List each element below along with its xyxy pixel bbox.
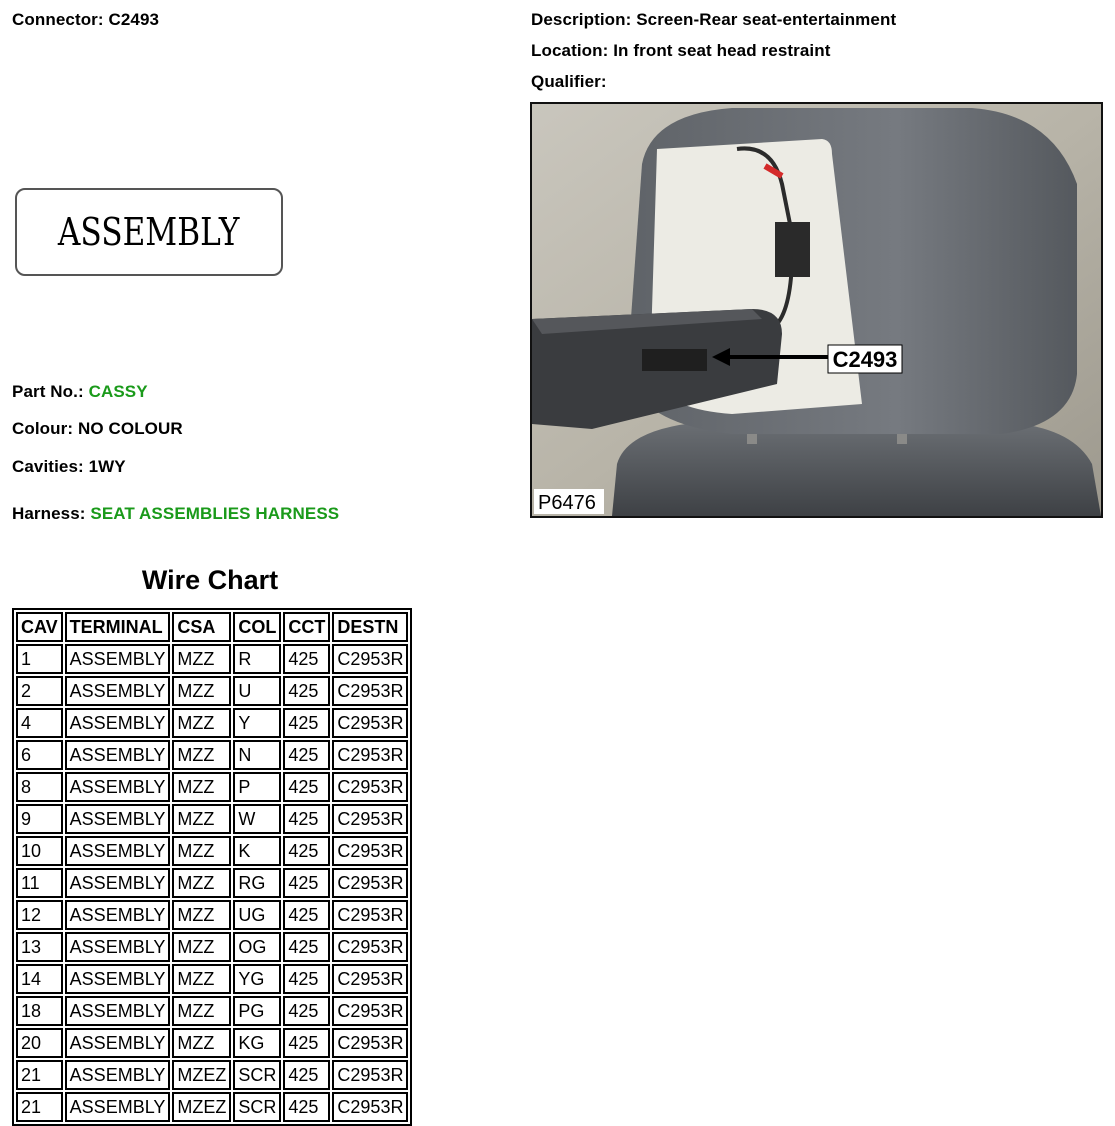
table-row [16, 708, 408, 738]
cell-cav: 20 [16, 1028, 63, 1058]
cell-cav: 21 [16, 1092, 63, 1122]
column-header-terminal: TERMINAL [65, 612, 171, 642]
location-line [531, 41, 830, 61]
cell-csa: MZZ [172, 1028, 231, 1058]
qualifier-label: Qualifier: [531, 72, 607, 91]
cell-terminal: ASSEMBLY [65, 772, 171, 802]
qualifier-line [531, 72, 607, 92]
table-row [16, 740, 408, 770]
cell-cav: 9 [16, 804, 63, 834]
headrest-illustration [532, 104, 1101, 516]
cell-terminal: ASSEMBLY [65, 932, 171, 962]
cavities-value: 1WY [88, 457, 126, 476]
harness-line [12, 504, 339, 524]
cell-terminal: ASSEMBLY [65, 644, 171, 674]
cell-cav: 1 [16, 644, 63, 674]
connector-label: Connector: [12, 10, 104, 29]
cell-cav: 18 [16, 996, 63, 1026]
cell-csa: MZZ [172, 708, 231, 738]
cell-col: P [233, 772, 281, 802]
cell-destn: C2953R [332, 708, 408, 738]
cell-terminal: ASSEMBLY [65, 1092, 171, 1122]
table-row [16, 772, 408, 802]
cell-destn: C2953R [332, 740, 408, 770]
cell-destn: C2953R [332, 932, 408, 962]
cell-destn: C2953R [332, 1028, 408, 1058]
cell-col: W [233, 804, 281, 834]
cell-destn: C2953R [332, 676, 408, 706]
location-photo [530, 102, 1103, 518]
connector-value: C2493 [108, 10, 160, 29]
cell-col: N [233, 740, 281, 770]
table-row [16, 644, 408, 674]
cell-terminal: ASSEMBLY [65, 868, 171, 898]
column-header-destn: DESTN [332, 612, 408, 642]
cell-col: U [233, 676, 281, 706]
cell-csa: MZZ [172, 932, 231, 962]
cell-cct: 425 [283, 1060, 330, 1090]
cell-terminal: ASSEMBLY [65, 1028, 171, 1058]
cell-cav: 13 [16, 932, 63, 962]
cell-col: OG [233, 932, 281, 962]
cell-terminal: ASSEMBLY [65, 740, 171, 770]
cell-cav: 8 [16, 772, 63, 802]
description-label: Description: [531, 10, 632, 29]
cell-terminal: ASSEMBLY [65, 836, 171, 866]
cell-cct: 425 [283, 1028, 330, 1058]
cell-cct: 425 [283, 676, 330, 706]
cell-csa: MZZ [172, 804, 231, 834]
table-row [16, 868, 408, 898]
cell-cav: 12 [16, 900, 63, 930]
cell-col: PG [233, 996, 281, 1026]
cell-csa: MZZ [172, 676, 231, 706]
cell-cct: 425 [283, 708, 330, 738]
cell-terminal: ASSEMBLY [65, 1060, 171, 1090]
table-row [16, 964, 408, 994]
photo-callout-label: C2493 [832, 347, 898, 372]
colour-line [12, 419, 183, 439]
cell-cct: 425 [283, 836, 330, 866]
wire-chart-header-row [16, 612, 408, 642]
table-row [16, 900, 408, 930]
cavities-label: Cavities: [12, 457, 84, 476]
cell-destn: C2953R [332, 964, 408, 994]
cell-cct: 425 [283, 900, 330, 930]
cell-col: SCR [233, 1092, 281, 1122]
cell-cct: 425 [283, 868, 330, 898]
cell-cct: 425 [283, 964, 330, 994]
cell-col: Y [233, 708, 281, 738]
connector-line [12, 10, 159, 30]
cell-terminal: ASSEMBLY [65, 996, 171, 1026]
cell-destn: C2953R [332, 772, 408, 802]
cell-col: RG [233, 868, 281, 898]
wire-chart-body [16, 644, 408, 1122]
cell-cct: 425 [283, 804, 330, 834]
cell-col: SCR [233, 1060, 281, 1090]
table-row [16, 996, 408, 1026]
cell-destn: C2953R [332, 1092, 408, 1122]
cell-csa: MZZ [172, 740, 231, 770]
cell-destn: C2953R [332, 996, 408, 1026]
cell-cav: 21 [16, 1060, 63, 1090]
cell-cct: 425 [283, 772, 330, 802]
colour-label: Colour: [12, 419, 74, 438]
cell-csa: MZZ [172, 996, 231, 1026]
cell-cav: 2 [16, 676, 63, 706]
cell-cav: 10 [16, 836, 63, 866]
cell-csa: MZZ [172, 836, 231, 866]
connector-face-image [15, 188, 283, 276]
part-number-label: Part No.: [12, 382, 84, 401]
column-header-cct: CCT [283, 612, 330, 642]
cell-csa: MZEZ [172, 1060, 231, 1090]
table-row [16, 804, 408, 834]
column-header-cav: CAV [16, 612, 63, 642]
table-row [16, 1092, 408, 1122]
description-value: Screen-Rear seat-entertainment [636, 10, 897, 29]
description-line [531, 10, 896, 30]
cell-terminal: ASSEMBLY [65, 708, 171, 738]
cell-destn: C2953R [332, 644, 408, 674]
cell-csa: MZEZ [172, 1092, 231, 1122]
location-label: Location: [531, 41, 609, 60]
cell-cav: 4 [16, 708, 63, 738]
cell-terminal: ASSEMBLY [65, 676, 171, 706]
part-number-line [12, 382, 148, 402]
colour-value: NO COLOUR [77, 419, 183, 438]
cell-destn: C2953R [332, 900, 408, 930]
cell-cav: 11 [16, 868, 63, 898]
cell-csa: MZZ [172, 900, 231, 930]
wire-chart-table [12, 608, 412, 1126]
table-row [16, 932, 408, 962]
cell-cct: 425 [283, 996, 330, 1026]
cell-csa: MZZ [172, 644, 231, 674]
table-row [16, 676, 408, 706]
cell-destn: C2953R [332, 836, 408, 866]
cell-col: KG [233, 1028, 281, 1058]
connector-face-label: ASSEMBLY [58, 210, 240, 254]
cell-csa: MZZ [172, 964, 231, 994]
cell-cct: 425 [283, 740, 330, 770]
cell-cct: 425 [283, 1092, 330, 1122]
harness-label: Harness: [12, 504, 86, 523]
cell-csa: MZZ [172, 772, 231, 802]
cell-terminal: ASSEMBLY [65, 900, 171, 930]
wire-chart-title: Wire Chart [141, 565, 279, 595]
table-row [16, 1028, 408, 1058]
cavities-line [12, 457, 126, 477]
harness-link[interactable]: SEAT ASSEMBLIES HARNESS [90, 504, 340, 523]
cell-destn: C2953R [332, 804, 408, 834]
cell-col: UG [233, 900, 281, 930]
cell-col: YG [233, 964, 281, 994]
cell-cav: 6 [16, 740, 63, 770]
cell-cav: 14 [16, 964, 63, 994]
location-value: In front seat head restraint [613, 41, 831, 60]
cell-destn: C2953R [332, 1060, 408, 1090]
photo-figure-id: P6476 [538, 492, 596, 514]
cell-cct: 425 [283, 644, 330, 674]
cell-terminal: ASSEMBLY [65, 804, 171, 834]
cell-csa: MZZ [172, 868, 231, 898]
table-row [16, 1060, 408, 1090]
cell-col: R [233, 644, 281, 674]
table-row [16, 836, 408, 866]
column-header-col: COL [233, 612, 281, 642]
column-header-csa: CSA [172, 612, 231, 642]
cell-cct: 425 [283, 932, 330, 962]
part-number-link[interactable]: CASSY [88, 382, 148, 401]
cell-terminal: ASSEMBLY [65, 964, 171, 994]
cell-destn: C2953R [332, 868, 408, 898]
cell-col: K [233, 836, 281, 866]
